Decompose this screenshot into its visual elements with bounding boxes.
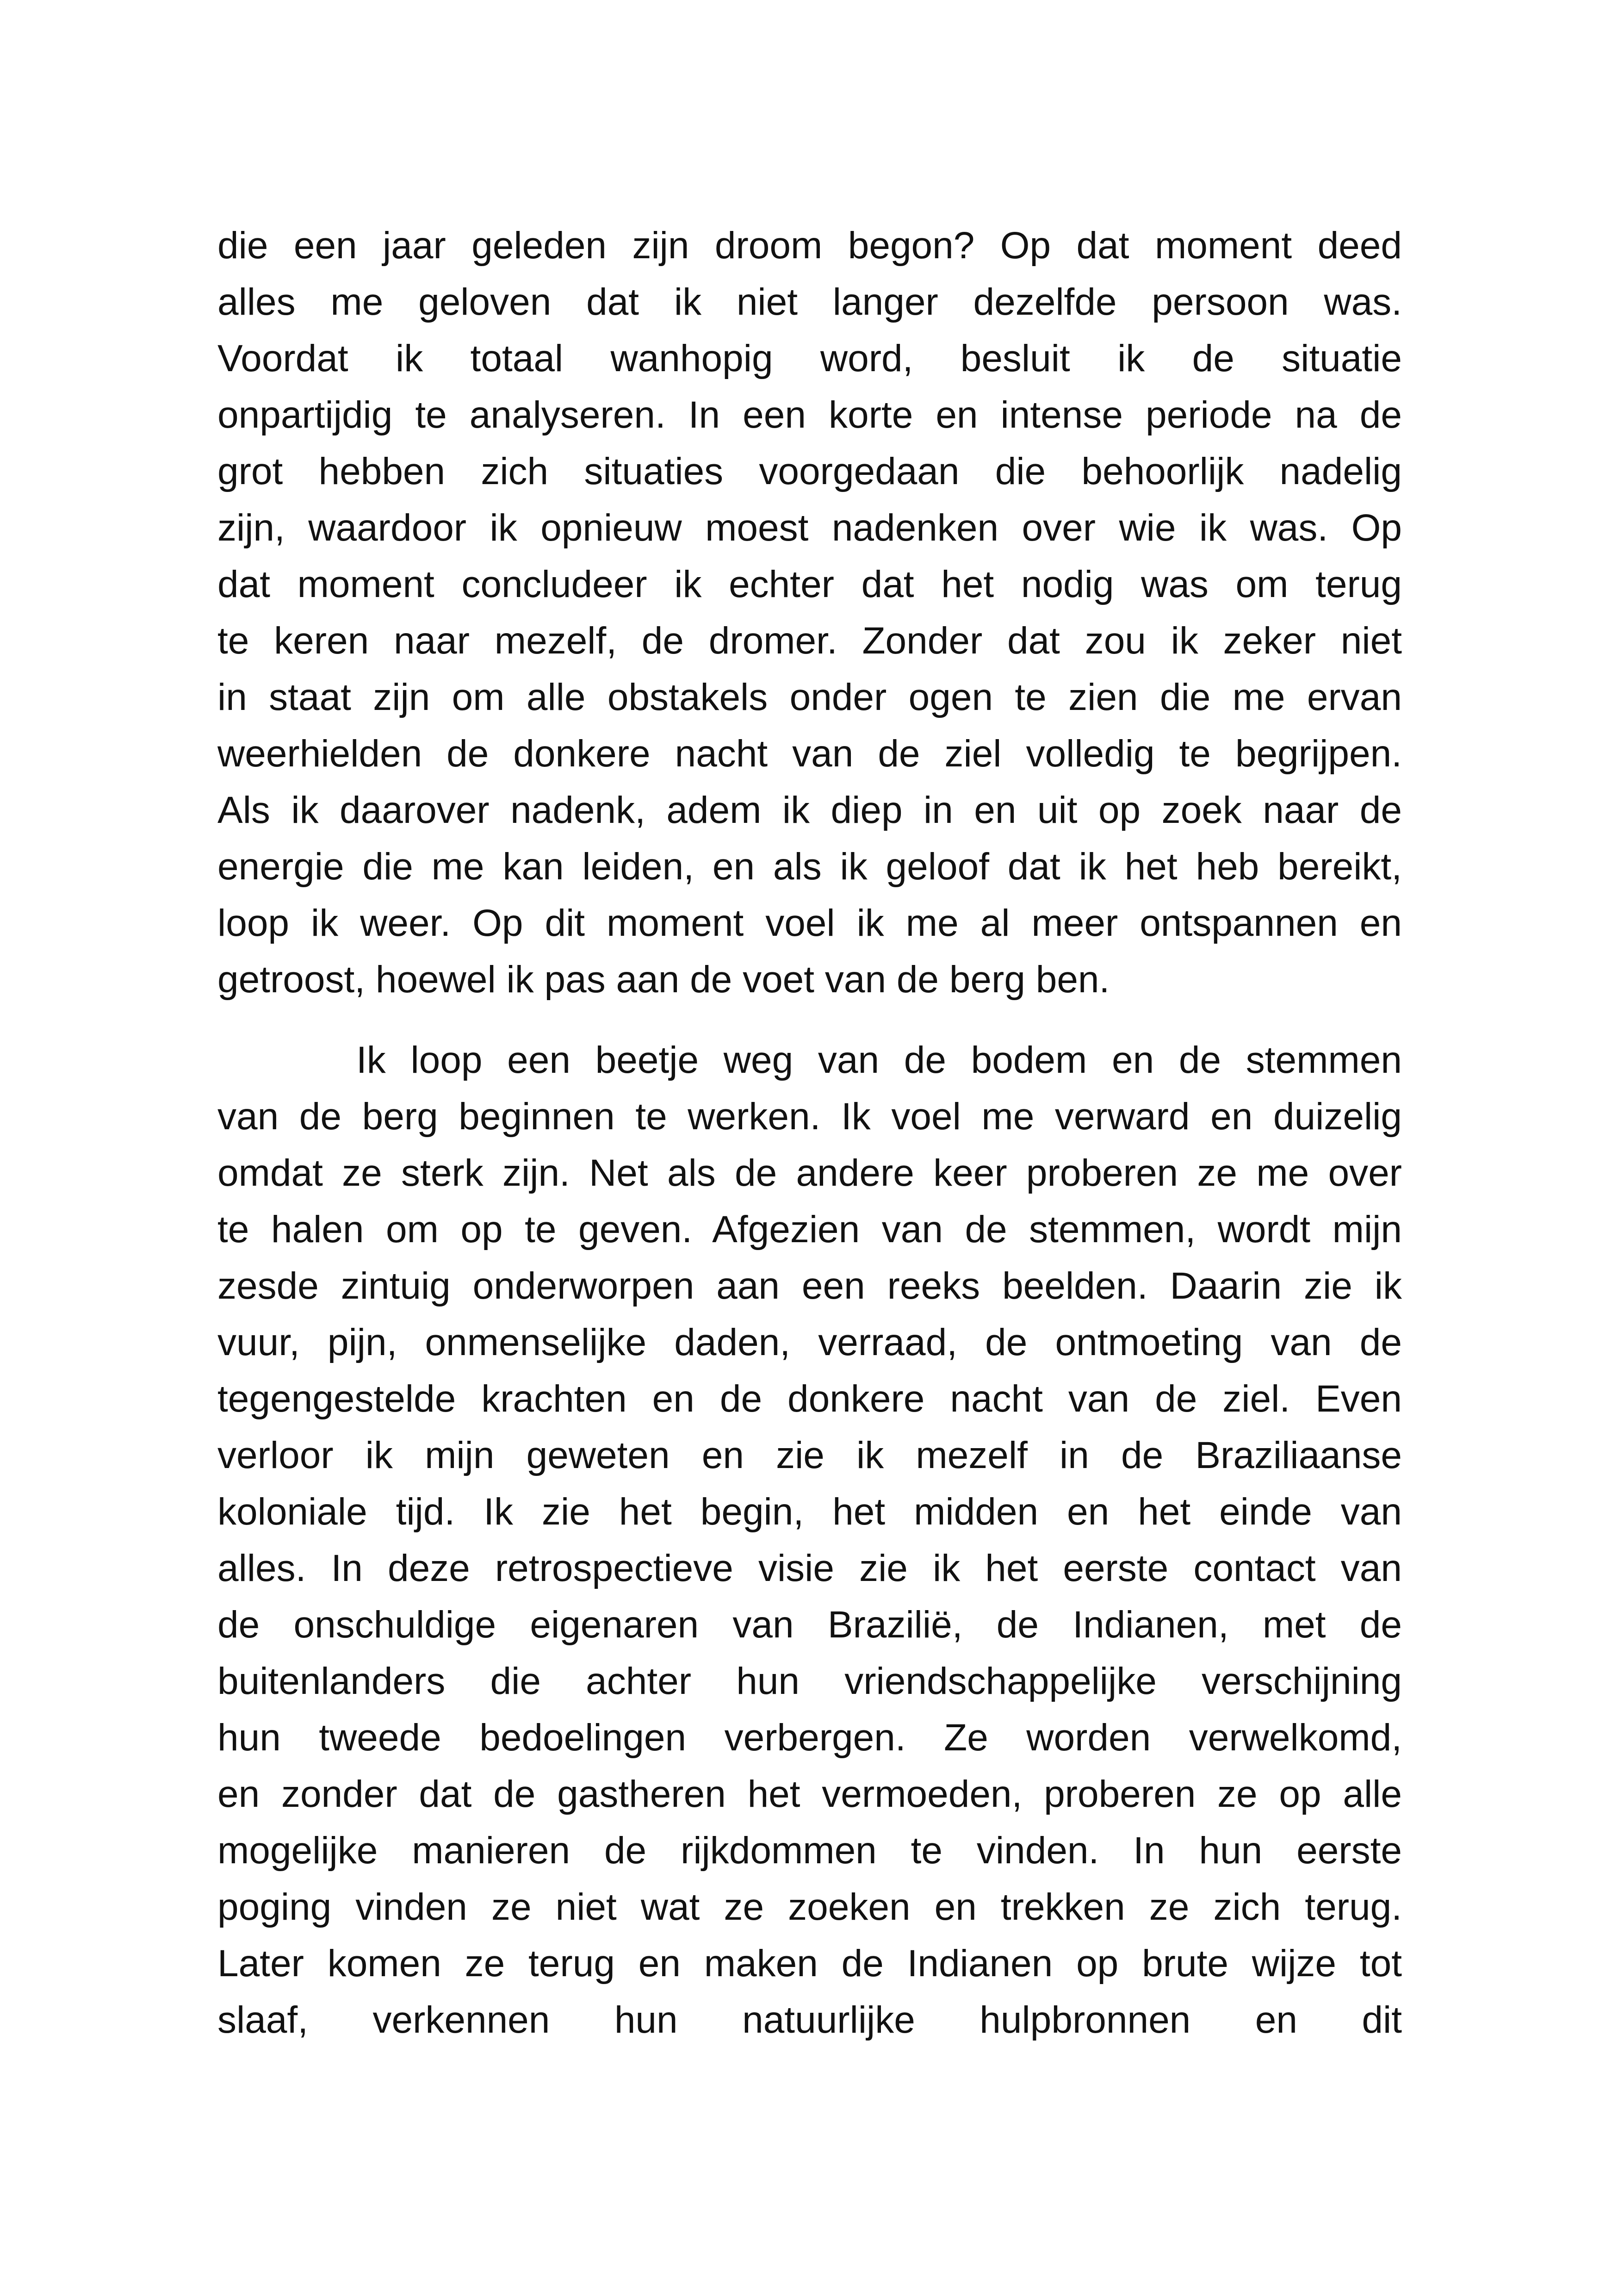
text-line: hun tweede bedoelingen verbergen. Ze worden verwelkomd, — [217, 1717, 1402, 1759]
text-line: Voordat ik totaal wanhopig word, besluit ik de situatie — [217, 337, 1402, 380]
text-line: Als ik daarover nadenk, adem ik diep in en uit op zoek naar de — [217, 789, 1402, 831]
text-line: koloniale tijd. Ik zie het begin, het midden en het einde van — [217, 1491, 1402, 1533]
paragraph-1 — [217, 218, 1402, 1008]
text-line: te keren naar mezelf, de dromer. Zonder dat zou ik zeker niet — [217, 620, 1402, 662]
text-line: de onschuldige eigenaren van Brazilië, de Indianen, met de — [217, 1604, 1402, 1646]
text-line: in staat zijn om alle obstakels onder ogen te zien die me ervan — [217, 676, 1402, 718]
text-line: van de berg beginnen te werken. Ik voel me verward en duizelig — [217, 1095, 1402, 1138]
text-line: alles. In deze retrospectieve visie zie ik het eerste contact van — [217, 1547, 1402, 1589]
text-line: weerhielden de donkere nacht van de ziel volledig te begrijpen. — [217, 733, 1402, 775]
text-line: die een jaar geleden zijn droom begon? Op dat moment deed — [217, 224, 1402, 267]
text-line: alles me geloven dat ik niet langer dezelfde persoon was. — [217, 281, 1402, 323]
text-line: loop ik weer. Op dit moment voel ik me al meer ontspannen en — [217, 902, 1402, 944]
text-line: en zonder dat de gastheren het vermoeden, proberen ze op alle — [217, 1773, 1402, 1815]
text-line: te halen om op te geven. Afgezien van de stemmen, wordt mijn — [217, 1208, 1402, 1251]
text-line: dat moment concludeer ik echter dat het nodig was om terug — [217, 563, 1402, 605]
text-line: grot hebben zich situaties voorgedaan die behoorlijk nadelig — [217, 450, 1402, 492]
text-line: verloor ik mijn geweten en zie ik mezelf in de Braziliaanse — [217, 1434, 1402, 1476]
text-line: tegengestelde krachten en de donkere nacht van de ziel. Even — [217, 1378, 1402, 1420]
text-line: zesde zintuig onderworpen aan een reeks beelden. Daarin zie ik — [217, 1265, 1402, 1307]
text-line: energie die me kan leiden, en als ik geloof dat ik het heb bereikt, — [217, 846, 1402, 888]
text-line: vuur, pijn, onmenselijke daden, verraad, de ontmoeting van de — [217, 1321, 1402, 1363]
text-line: onpartijdig te analyseren. In een korte en intense periode na de — [217, 394, 1402, 436]
text-line: zijn, waardoor ik opnieuw moest nadenken over wie ik was. Op — [217, 507, 1402, 549]
text-line: slaaf, verkennen hun natuurlijke hulpbronnen en dit — [217, 1999, 1402, 2041]
paragraph-2 — [217, 1032, 1402, 2048]
text-line: Ik loop een beetje weg van de bodem en de stemmen — [356, 1039, 1402, 1081]
text-line: buitenlanders die achter hun vriendschappelijke verschijning — [217, 1660, 1402, 1702]
text-line: Later komen ze terug en maken de Indianen op brute wijze tot — [217, 1942, 1402, 1985]
text-line: getroost, hoewel ik pas aan de voet van de berg ben. — [217, 958, 1110, 1001]
text-line: poging vinden ze niet wat ze zoeken en trekken ze zich terug. — [217, 1886, 1402, 1928]
text-line: mogelijke manieren de rijkdommen te vinden. In hun eerste — [217, 1829, 1402, 1872]
text-line: omdat ze sterk zijn. Net als de andere keer proberen ze me over — [217, 1152, 1402, 1194]
